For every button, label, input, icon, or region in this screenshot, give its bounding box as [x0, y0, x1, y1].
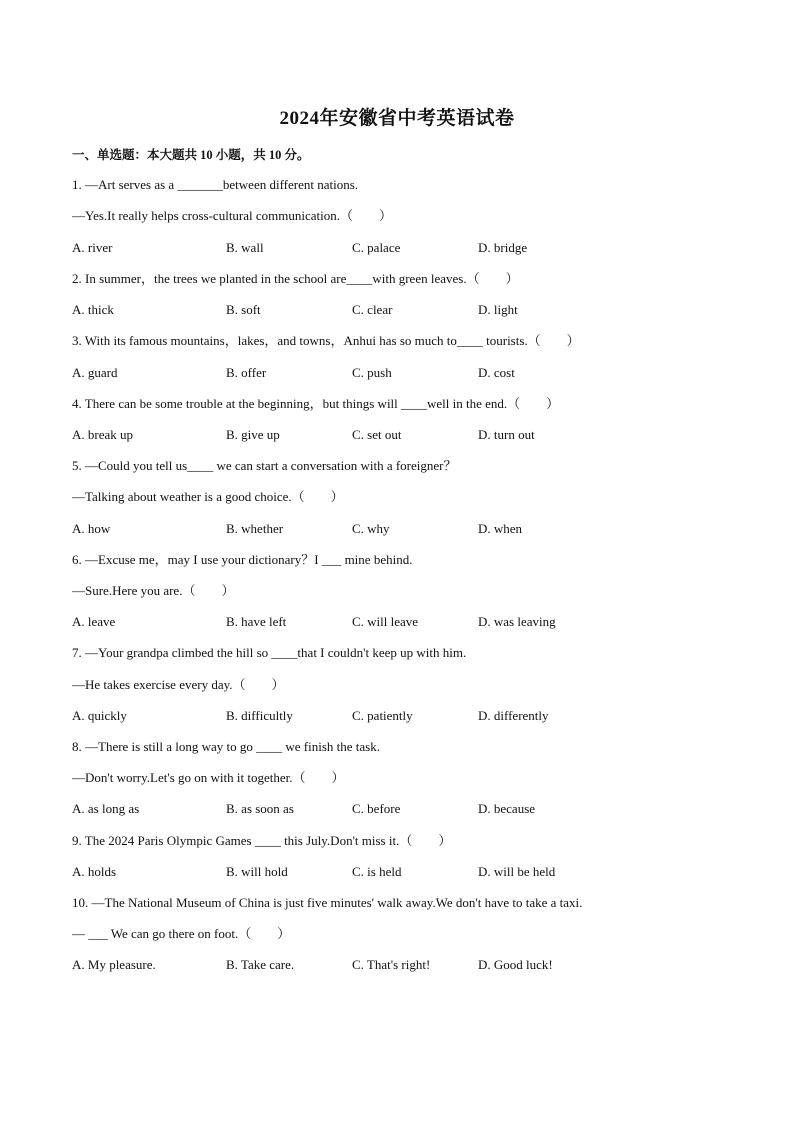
option-d: D. bridge: [478, 240, 528, 255]
option-a: A. as long as: [72, 801, 140, 816]
option-b: B. wall: [226, 240, 264, 255]
option-b: B. soft: [226, 302, 261, 317]
question-1-line-1: 1. —Art serves as a _______between different nations.: [72, 177, 359, 192]
option-b: B. Take care.: [226, 957, 295, 972]
option-b: B. give up: [226, 427, 280, 442]
question-6-line-1: 6. —Excuse me，may I use your dictionary？I ___ mine behind.: [72, 552, 413, 567]
question-6-options: [72, 614, 692, 630]
question-5-line-2: —Talking about weather is a good choice.（ ）: [72, 489, 344, 504]
option-a: A. My pleasure.: [72, 957, 156, 972]
option-a: A. leave: [72, 614, 116, 629]
question-8-options: [72, 801, 692, 817]
option-d: D. Good luck!: [478, 957, 553, 972]
question-5-options: [72, 521, 692, 537]
question-1-options: [72, 240, 692, 256]
option-d: D. will be held: [478, 864, 556, 879]
question-8-line-1: 8. —There is still a long way to go ____ we finish the task.: [72, 739, 380, 754]
option-c: C. push: [352, 365, 392, 380]
question-9-line-1: 9. The 2024 Paris Olympic Games ____ this July.Don't miss it.（ ）: [72, 833, 452, 848]
option-d: D. turn out: [478, 427, 535, 442]
question-8-line-2: —Don't worry.Let's go on with it together.（ ）: [72, 770, 345, 785]
option-a: A. thick: [72, 302, 114, 317]
option-c: C. will leave: [352, 614, 419, 629]
option-b: B. have left: [226, 614, 287, 629]
option-c: C. set out: [352, 427, 402, 442]
option-c: C. is held: [352, 864, 402, 879]
option-a: A. river: [72, 240, 113, 255]
question-1-line-2: —Yes.It really helps cross-cultural communication.（ ）: [72, 208, 393, 223]
question-5-line-1: 5. —Could you tell us____ we can start a conversation with a foreigner？: [72, 458, 457, 473]
option-b: B. difficultly: [226, 708, 293, 723]
option-c: C. before: [352, 801, 401, 816]
question-3-line-1: 3. With its famous mountains，lakes，and towns，Anhui has so much to____ tourists.（ ）: [72, 333, 580, 348]
question-2-options: [72, 302, 692, 318]
option-a: A. holds: [72, 864, 117, 879]
question-10-options: [72, 957, 692, 973]
option-d: D. when: [478, 521, 523, 536]
question-9-options: [72, 864, 692, 880]
option-c: C. palace: [352, 240, 401, 255]
option-b: B. as soon as: [226, 801, 294, 816]
option-c: C. why: [352, 521, 390, 536]
option-c: C. patiently: [352, 708, 413, 723]
option-a: A. break up: [72, 427, 134, 442]
option-d: D. cost: [478, 365, 515, 380]
page-title: 2024年安徽省中考英语试卷: [279, 108, 515, 129]
question-7-line-2: —He takes exercise every day.（ ）: [72, 677, 285, 692]
option-b: B. offer: [226, 365, 267, 380]
question-6-line-2: —Sure.Here you are.（ ）: [72, 583, 235, 598]
option-d: D. differently: [478, 708, 549, 723]
option-c: C. That's right!: [352, 957, 431, 972]
option-b: B. whether: [226, 521, 284, 536]
option-d: D. because: [478, 801, 536, 816]
question-10-line-1: 10. —The National Museum of China is just five minutes' walk away.We don't have to take a taxi.: [72, 895, 583, 910]
question-2-line-1: 2. In summer，the trees we planted in the school are____with green leaves.（ ）: [72, 271, 519, 286]
question-4-line-1: 4. There can be some trouble at the beginning，but things will ____well in the end.（ ）: [72, 396, 560, 411]
question-7-options: [72, 708, 692, 724]
option-a: A. guard: [72, 365, 118, 380]
option-a: A. quickly: [72, 708, 127, 723]
option-c: C. clear: [352, 302, 393, 317]
option-d: D. was leaving: [478, 614, 556, 629]
question-7-line-1: 7. —Your grandpa climbed the hill so ____that I couldn't keep up with him.: [72, 645, 467, 660]
option-a: A. how: [72, 521, 111, 536]
question-4-options: [72, 427, 692, 443]
question-10-line-2: — ___ We can go there on foot.（ ）: [72, 926, 291, 941]
question-3-options: [72, 365, 692, 381]
section-heading: 一、单选题：本大题共 10 小题，共 10 分。: [72, 148, 310, 162]
option-d: D. light: [478, 302, 518, 317]
option-b: B. will hold: [226, 864, 288, 879]
